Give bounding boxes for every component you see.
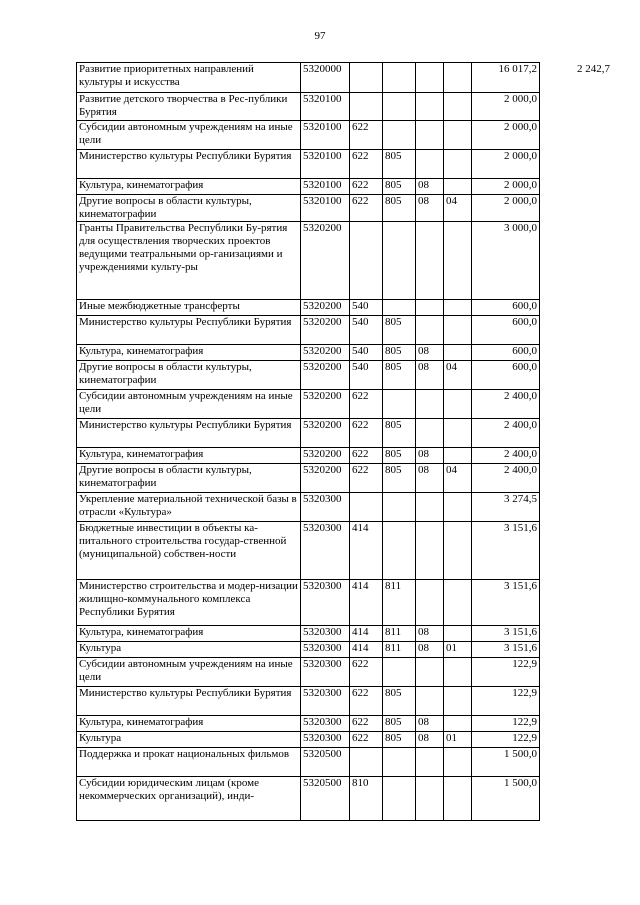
row-pr-cell <box>444 448 472 464</box>
row-amount-cell: 3 151,6 <box>472 626 540 642</box>
row-gr-cell: 805 <box>383 195 416 222</box>
row-name-cell: Министерство культуры Республики Бурятия <box>77 419 301 448</box>
row-pr-cell <box>444 748 472 777</box>
row-name-cell: Культура <box>77 732 301 748</box>
row-gr-cell: 805 <box>383 345 416 361</box>
row-gr-cell: 805 <box>383 316 416 345</box>
row-amount2-cell <box>540 748 613 777</box>
row-rz-cell: 08 <box>416 716 444 732</box>
row-name-cell: Культура <box>77 642 301 658</box>
row-pr-cell <box>444 522 472 580</box>
row-amount2-cell <box>540 316 613 345</box>
row-vr-cell <box>350 493 383 522</box>
row-name-cell: Министерство культуры Республики Бурятия <box>77 150 301 179</box>
table-row <box>77 522 613 580</box>
row-code-cell: 5320100 <box>301 121 350 150</box>
row-rz-cell: 08 <box>416 195 444 222</box>
row-gr-cell <box>383 121 416 150</box>
table-row <box>77 93 613 121</box>
row-code-cell: 5320200 <box>301 345 350 361</box>
row-amount2-cell <box>540 195 613 222</box>
row-amount2-cell <box>540 345 613 361</box>
row-pr-cell <box>444 658 472 687</box>
table-row <box>77 63 613 93</box>
row-rz-cell: 08 <box>416 464 444 493</box>
row-code-cell: 5320500 <box>301 748 350 777</box>
table-row <box>77 732 613 748</box>
row-gr-cell: 811 <box>383 642 416 658</box>
row-amount-cell: 600,0 <box>472 300 540 316</box>
row-amount2-cell <box>540 419 613 448</box>
table-row <box>77 448 613 464</box>
row-rz-cell: 08 <box>416 345 444 361</box>
row-name-cell: Другие вопросы в области культуры, кинематографии <box>77 464 301 493</box>
row-name-cell: Другие вопросы в области культуры, кинематографии <box>77 195 301 222</box>
row-vr-cell: 810 <box>350 777 383 821</box>
row-vr-cell: 622 <box>350 390 383 419</box>
row-amount-cell: 2 000,0 <box>472 93 540 121</box>
row-amount2-cell <box>540 300 613 316</box>
row-gr-cell: 805 <box>383 150 416 179</box>
row-rz-cell <box>416 390 444 419</box>
row-code-cell: 5320200 <box>301 464 350 493</box>
row-rz-cell <box>416 63 444 93</box>
table-row <box>77 777 613 821</box>
row-rz-cell: 08 <box>416 179 444 195</box>
row-vr-cell: 622 <box>350 716 383 732</box>
row-amount-cell: 16 017,2 <box>472 63 540 93</box>
row-amount-cell: 122,9 <box>472 732 540 748</box>
row-pr-cell <box>444 626 472 642</box>
row-amount-cell: 3 151,6 <box>472 642 540 658</box>
row-rz-cell: 08 <box>416 361 444 390</box>
row-vr-cell: 540 <box>350 345 383 361</box>
row-amount-cell: 2 400,0 <box>472 390 540 419</box>
row-pr-cell <box>444 716 472 732</box>
row-vr-cell: 540 <box>350 361 383 390</box>
row-rz-cell <box>416 580 444 626</box>
table-row <box>77 748 613 777</box>
row-rz-cell <box>416 316 444 345</box>
row-name-cell: Укрепление материальной технической базы в отрасли «Культура» <box>77 493 301 522</box>
row-amount2-cell <box>540 777 613 821</box>
table-row <box>77 464 613 493</box>
row-vr-cell: 622 <box>350 658 383 687</box>
row-rz-cell <box>416 658 444 687</box>
row-pr-cell <box>444 687 472 716</box>
row-rz-cell: 08 <box>416 642 444 658</box>
row-rz-cell <box>416 150 444 179</box>
row-code-cell: 5320300 <box>301 642 350 658</box>
row-amount2-cell <box>540 626 613 642</box>
row-amount2-cell <box>540 732 613 748</box>
row-code-cell: 5320300 <box>301 687 350 716</box>
row-vr-cell: 622 <box>350 195 383 222</box>
row-name-cell: Субсидии автономным учреждениям на иные цели <box>77 390 301 419</box>
row-amount2-cell <box>540 522 613 580</box>
row-amount2-cell <box>540 464 613 493</box>
row-pr-cell <box>444 93 472 121</box>
row-name-cell: Культура, кинематография <box>77 716 301 732</box>
table-row <box>77 150 613 179</box>
row-rz-cell <box>416 493 444 522</box>
row-pr-cell <box>444 316 472 345</box>
row-name-cell: Министерство строительства и модер-низации жилищно-коммунального комплекса Республики Бурятия <box>77 580 301 626</box>
row-rz-cell <box>416 522 444 580</box>
table-row <box>77 642 613 658</box>
row-name-cell: Министерство культуры Республики Бурятия <box>77 316 301 345</box>
row-rz-cell <box>416 222 444 300</box>
row-amount2-cell <box>540 687 613 716</box>
row-pr-cell: 01 <box>444 732 472 748</box>
row-vr-cell: 622 <box>350 150 383 179</box>
row-amount2-cell <box>540 716 613 732</box>
row-vr-cell: 540 <box>350 300 383 316</box>
row-amount-cell: 600,0 <box>472 345 540 361</box>
row-vr-cell: 540 <box>350 316 383 345</box>
table-row <box>77 687 613 716</box>
row-rz-cell <box>416 748 444 777</box>
row-code-cell: 5320100 <box>301 195 350 222</box>
row-gr-cell <box>383 63 416 93</box>
row-amount2-cell <box>540 93 613 121</box>
row-vr-cell <box>350 222 383 300</box>
row-name-cell: Развитие приоритетных направлений культуры и искусства <box>77 63 301 93</box>
row-code-cell: 5320200 <box>301 390 350 419</box>
row-code-cell: 5320300 <box>301 732 350 748</box>
row-vr-cell: 622 <box>350 179 383 195</box>
row-amount-cell: 2 000,0 <box>472 179 540 195</box>
row-vr-cell: 622 <box>350 732 383 748</box>
row-rz-cell: 08 <box>416 448 444 464</box>
row-amount2-cell <box>540 390 613 419</box>
row-name-cell: Культура, кинематография <box>77 345 301 361</box>
table-row <box>77 121 613 150</box>
table-row <box>77 658 613 687</box>
row-amount-cell: 3 000,0 <box>472 222 540 300</box>
row-gr-cell: 811 <box>383 580 416 626</box>
row-amount-cell: 122,9 <box>472 687 540 716</box>
row-vr-cell: 414 <box>350 522 383 580</box>
row-amount-cell: 1 500,0 <box>472 777 540 821</box>
page-number: 97 <box>314 30 326 42</box>
row-gr-cell: 805 <box>383 179 416 195</box>
row-amount2-cell <box>540 361 613 390</box>
table-row <box>77 361 613 390</box>
row-name-cell: Культура, кинематография <box>77 626 301 642</box>
table-row <box>77 222 613 300</box>
row-code-cell: 5320100 <box>301 179 350 195</box>
table-row <box>77 626 613 642</box>
row-amount-cell: 3 151,6 <box>472 522 540 580</box>
table-row <box>77 195 613 222</box>
table-row <box>77 300 613 316</box>
table-row <box>77 316 613 345</box>
row-amount-cell: 3 151,6 <box>472 580 540 626</box>
row-vr-cell: 414 <box>350 580 383 626</box>
row-gr-cell: 805 <box>383 732 416 748</box>
row-pr-cell: 04 <box>444 195 472 222</box>
row-code-cell: 5320200 <box>301 419 350 448</box>
row-pr-cell <box>444 777 472 821</box>
row-vr-cell <box>350 93 383 121</box>
row-code-cell: 5320300 <box>301 626 350 642</box>
row-vr-cell: 414 <box>350 626 383 642</box>
row-code-cell: 5320300 <box>301 493 350 522</box>
row-amount2-cell <box>540 580 613 626</box>
row-pr-cell: 04 <box>444 464 472 493</box>
row-vr-cell: 622 <box>350 687 383 716</box>
row-amount2-cell <box>540 448 613 464</box>
row-gr-cell <box>383 658 416 687</box>
row-pr-cell: 04 <box>444 361 472 390</box>
row-gr-cell <box>383 748 416 777</box>
row-gr-cell: 805 <box>383 448 416 464</box>
row-gr-cell: 811 <box>383 626 416 642</box>
row-code-cell: 5320200 <box>301 361 350 390</box>
row-name-cell: Культура, кинематография <box>77 448 301 464</box>
row-pr-cell <box>444 390 472 419</box>
table-row <box>77 419 613 448</box>
row-gr-cell: 805 <box>383 361 416 390</box>
table-row <box>77 493 613 522</box>
row-amount-cell: 2 000,0 <box>472 121 540 150</box>
row-name-cell: Субсидии юридическим лицам (кроме некоммерческих организаций), инди- <box>77 777 301 821</box>
row-pr-cell <box>444 493 472 522</box>
row-amount-cell: 122,9 <box>472 658 540 687</box>
row-amount2-cell <box>540 121 613 150</box>
row-code-cell: 5320200 <box>301 222 350 300</box>
row-pr-cell <box>444 121 472 150</box>
row-gr-cell: 805 <box>383 687 416 716</box>
row-amount-cell: 2 400,0 <box>472 448 540 464</box>
row-pr-cell <box>444 419 472 448</box>
row-amount2-cell <box>540 222 613 300</box>
row-name-cell: Субсидии автономным учреждениям на иные цели <box>77 121 301 150</box>
table-row <box>77 345 613 361</box>
row-gr-cell: 805 <box>383 419 416 448</box>
row-name-cell: Субсидии автономным учреждениям на иные цели <box>77 658 301 687</box>
row-amount-cell: 2 400,0 <box>472 419 540 448</box>
row-name-cell: Поддержка и прокат национальных фильмов <box>77 748 301 777</box>
row-amount-cell: 122,9 <box>472 716 540 732</box>
row-rz-cell: 08 <box>416 732 444 748</box>
row-code-cell: 5320300 <box>301 522 350 580</box>
row-pr-cell <box>444 179 472 195</box>
row-vr-cell: 622 <box>350 448 383 464</box>
row-rz-cell <box>416 419 444 448</box>
row-amount2-cell: 2 242,7 <box>540 63 613 93</box>
row-rz-cell <box>416 777 444 821</box>
row-name-cell: Бюджетные инвестиции в объекты ка-питального строительства государ-ственной (муниципальной) собствен-ности <box>77 522 301 580</box>
row-code-cell: 5320200 <box>301 448 350 464</box>
row-vr-cell: 622 <box>350 419 383 448</box>
row-pr-cell <box>444 63 472 93</box>
row-amount-cell: 2 000,0 <box>472 195 540 222</box>
row-amount-cell: 3 274,5 <box>472 493 540 522</box>
row-name-cell: Иные межбюджетные трансферты <box>77 300 301 316</box>
table-row <box>77 179 613 195</box>
row-rz-cell <box>416 121 444 150</box>
row-gr-cell: 805 <box>383 464 416 493</box>
table-row <box>77 580 613 626</box>
row-vr-cell: 414 <box>350 642 383 658</box>
row-gr-cell <box>383 522 416 580</box>
row-pr-cell <box>444 150 472 179</box>
row-gr-cell <box>383 93 416 121</box>
row-gr-cell <box>383 222 416 300</box>
table-row <box>77 716 613 732</box>
row-amount2-cell <box>540 179 613 195</box>
row-code-cell: 5320100 <box>301 150 350 179</box>
row-name-cell: Другие вопросы в области культуры, кинематографии <box>77 361 301 390</box>
row-code-cell: 5320200 <box>301 316 350 345</box>
row-name-cell: Культура, кинематография <box>77 179 301 195</box>
row-rz-cell <box>416 93 444 121</box>
row-name-cell: Гранты Правительства Республики Бу-рятия для осуществления творческих проектов ведущими театральными ор-ганизациями и учреждениями культу-ры <box>77 222 301 300</box>
row-name-cell: Развитие детского творчества в Рес-публики Бурятия <box>77 93 301 121</box>
row-code-cell: 5320200 <box>301 300 350 316</box>
row-pr-cell: 01 <box>444 642 472 658</box>
row-code-cell: 5320500 <box>301 777 350 821</box>
row-vr-cell <box>350 748 383 777</box>
row-rz-cell: 08 <box>416 626 444 642</box>
row-amount-cell: 600,0 <box>472 316 540 345</box>
row-gr-cell <box>383 300 416 316</box>
row-code-cell: 5320300 <box>301 716 350 732</box>
row-gr-cell <box>383 390 416 419</box>
row-amount2-cell <box>540 493 613 522</box>
row-amount2-cell <box>540 642 613 658</box>
row-vr-cell <box>350 63 383 93</box>
row-code-cell: 5320100 <box>301 93 350 121</box>
row-amount2-cell <box>540 150 613 179</box>
row-code-cell: 5320300 <box>301 658 350 687</box>
row-gr-cell <box>383 777 416 821</box>
row-amount2-cell <box>540 658 613 687</box>
row-pr-cell <box>444 222 472 300</box>
row-gr-cell: 805 <box>383 716 416 732</box>
row-vr-cell: 622 <box>350 121 383 150</box>
row-name-cell: Министерство культуры Республики Бурятия <box>77 687 301 716</box>
row-rz-cell <box>416 300 444 316</box>
budget-table <box>76 62 612 821</box>
row-amount-cell: 2 400,0 <box>472 464 540 493</box>
row-pr-cell <box>444 580 472 626</box>
row-pr-cell <box>444 345 472 361</box>
row-code-cell: 5320000 <box>301 63 350 93</box>
row-vr-cell: 622 <box>350 464 383 493</box>
row-amount-cell: 2 000,0 <box>472 150 540 179</box>
table-row <box>77 390 613 419</box>
row-amount-cell: 1 500,0 <box>472 748 540 777</box>
row-gr-cell <box>383 493 416 522</box>
row-pr-cell <box>444 300 472 316</box>
row-code-cell: 5320300 <box>301 580 350 626</box>
row-rz-cell <box>416 687 444 716</box>
row-amount-cell: 600,0 <box>472 361 540 390</box>
